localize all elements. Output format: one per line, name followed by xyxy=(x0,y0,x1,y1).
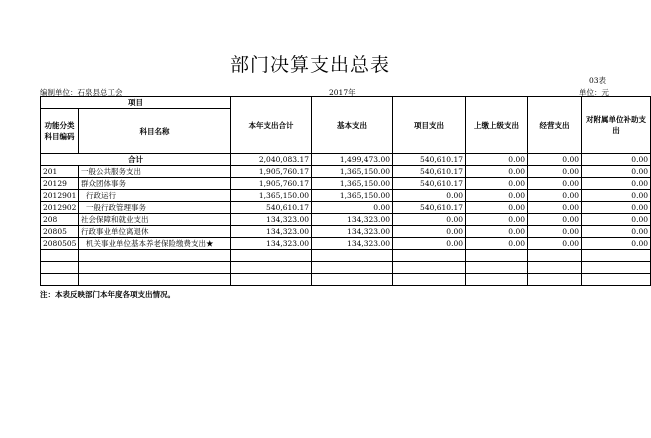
cell-code: 208 xyxy=(41,214,79,226)
cell-total: 1,365,150.00 xyxy=(231,190,312,202)
table-row xyxy=(41,178,651,190)
table-note: 注：本表反映部门本年度各项支出情况。 xyxy=(40,290,175,299)
cell-name: 群众团体事务 xyxy=(79,178,231,190)
report-year: 2017年 xyxy=(329,88,356,97)
header-total: 本年支出合计 xyxy=(231,97,312,154)
table-row xyxy=(41,214,651,226)
table-row xyxy=(41,202,651,214)
cell-business: 0.00 xyxy=(528,178,582,190)
expenditure-table xyxy=(40,96,651,286)
cell-code: 2012901 xyxy=(41,190,79,202)
cell-name: 行政运行 xyxy=(79,190,231,202)
page-title: 部门决算支出总表 xyxy=(229,54,390,76)
cell-name: 一般公共服务支出 xyxy=(79,166,231,178)
table-row xyxy=(41,226,651,238)
cell-upper: 0.00 xyxy=(466,238,528,250)
cell-subsidy: 0.00 xyxy=(582,226,651,238)
table-row xyxy=(41,238,651,250)
cell-upper: 0.00 xyxy=(466,214,528,226)
cell-subsidy: 0.00 xyxy=(582,214,651,226)
cell-project: 540,610.17 xyxy=(393,166,466,178)
cell-project: 0.00 xyxy=(393,214,466,226)
cell-name: 社会保障和就业支出 xyxy=(79,214,231,226)
cell-project: 540,610.17 xyxy=(393,178,466,190)
cell-basic: 1,365,150.00 xyxy=(312,166,393,178)
cell-subsidy: 0.00 xyxy=(582,178,651,190)
cell-project: 540,610.17 xyxy=(393,202,466,214)
cell-project: 0.00 xyxy=(393,190,466,202)
cell-upper: 0.00 xyxy=(466,226,528,238)
cell-business: 0.00 xyxy=(528,154,582,166)
cell-basic: 134,323.00 xyxy=(312,214,393,226)
cell-basic: 1,499,473.00 xyxy=(312,154,393,166)
cell-code: 2080505 xyxy=(41,238,79,250)
cell-basic: 134,323.00 xyxy=(312,238,393,250)
cell-subsidy: 0.00 xyxy=(582,166,651,178)
header-business: 经营支出 xyxy=(528,97,582,154)
compiling-unit: 编制单位：石泉县总工会 xyxy=(40,88,123,97)
cell-basic: 1,365,150.00 xyxy=(312,178,393,190)
cell-project: 540,610.17 xyxy=(393,154,466,166)
cell-total: 1,905,760.17 xyxy=(231,166,312,178)
cell-project: 0.00 xyxy=(393,238,466,250)
form-number: 03表 xyxy=(588,76,606,85)
cell-project: 0.00 xyxy=(393,226,466,238)
cell-upper: 0.00 xyxy=(466,190,528,202)
cell-code: 201 xyxy=(41,166,79,178)
cell-name: 行政事业单位离退休 xyxy=(79,226,231,238)
total-label: 合计 xyxy=(41,154,231,166)
cell-business: 0.00 xyxy=(528,214,582,226)
cell-code: 20805 xyxy=(41,226,79,238)
cell-upper: 0.00 xyxy=(466,154,528,166)
cell-subsidy: 0.00 xyxy=(582,238,651,250)
cell-business: 0.00 xyxy=(528,190,582,202)
header-project: 项目支出 xyxy=(393,97,466,154)
cell-upper: 0.00 xyxy=(466,202,528,214)
empty-row xyxy=(41,274,651,286)
cell-subsidy: 0.00 xyxy=(582,202,651,214)
header-basic: 基本支出 xyxy=(312,97,393,154)
cell-basic: 134,323.00 xyxy=(312,226,393,238)
cell-code: 2012902 xyxy=(41,202,79,214)
cell-total: 1,905,760.17 xyxy=(231,178,312,190)
header-upper: 上缴上级支出 xyxy=(466,97,528,154)
cell-name: 机关事业单位基本养老保险缴费支出★ xyxy=(79,238,231,250)
cell-upper: 0.00 xyxy=(466,178,528,190)
cell-subsidy: 0.00 xyxy=(582,190,651,202)
cell-business: 0.00 xyxy=(528,238,582,250)
cell-total: 134,323.00 xyxy=(231,238,312,250)
cell-basic: 0.00 xyxy=(312,202,393,214)
cell-total: 134,323.00 xyxy=(231,214,312,226)
header-name: 科目名称 xyxy=(79,109,231,154)
cell-upper: 0.00 xyxy=(466,166,528,178)
cell-business: 0.00 xyxy=(528,226,582,238)
header-code: 功能分类科目编码 xyxy=(41,109,79,154)
empty-row xyxy=(41,250,651,262)
currency-unit: 单位：元 xyxy=(579,88,609,97)
cell-code: 20129 xyxy=(41,178,79,190)
cell-total: 2,040,083.17 xyxy=(231,154,312,166)
table-row xyxy=(41,166,651,178)
cell-total: 134,323.00 xyxy=(231,226,312,238)
cell-business: 0.00 xyxy=(528,166,582,178)
empty-row xyxy=(41,262,651,274)
header-item: 项目 xyxy=(41,97,231,109)
table-row xyxy=(41,190,651,202)
cell-business: 0.00 xyxy=(528,202,582,214)
header-subsidy: 对附属单位补助支出 xyxy=(582,97,651,154)
total-row xyxy=(41,154,651,166)
cell-basic: 1,365,150.00 xyxy=(312,190,393,202)
cell-subsidy: 0.00 xyxy=(582,154,651,166)
cell-name: 一般行政管理事务 xyxy=(79,202,231,214)
cell-total: 540,610.17 xyxy=(231,202,312,214)
